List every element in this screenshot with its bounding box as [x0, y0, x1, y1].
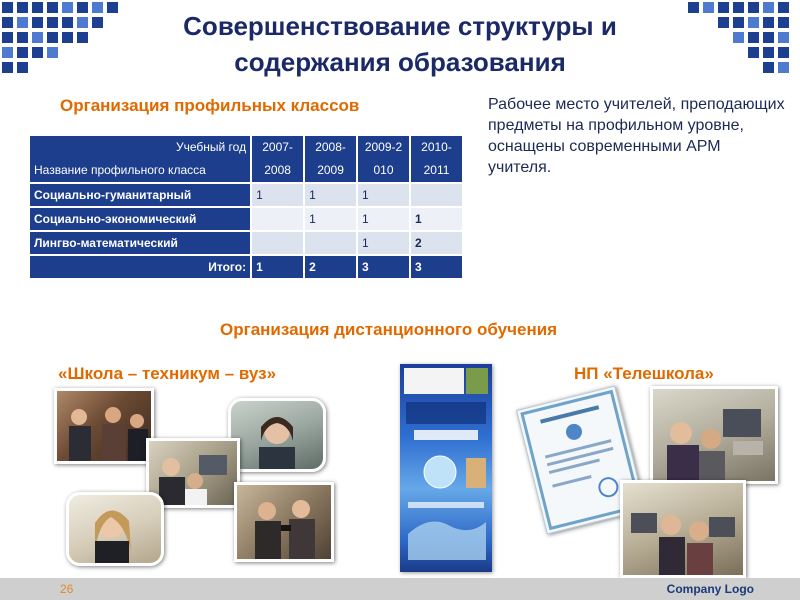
- table-cell: 1: [304, 183, 357, 207]
- year-line-2: 2011: [423, 163, 450, 177]
- photo-teleschool-classroom-top: [650, 386, 778, 484]
- photo-students-group: [54, 388, 154, 464]
- table-cell: 1: [357, 207, 410, 231]
- header-year-label: Учебный год: [175, 140, 247, 154]
- computer-class-icon: [149, 441, 237, 505]
- table-row: [29, 231, 463, 255]
- school-college-university-caption: «Школа – техникум – вуз»: [58, 364, 277, 383]
- total-cell: 3: [357, 255, 410, 279]
- table-cell: [251, 207, 304, 231]
- year-line-1: 2009-2: [364, 140, 403, 154]
- photo-teleschool-classroom-bottom: [620, 480, 746, 578]
- row-name: Социально-гуманитарный: [29, 183, 251, 207]
- row-name: Социально-экономический: [29, 207, 251, 231]
- year-header-2010: [410, 135, 463, 183]
- slide-title-line-1: Совершенствование структуры и: [183, 11, 617, 41]
- teacher-workplace-text: Рабочее место учителей, преподающих предметы на профильном уровне, оснащены современными АРМ учителя.: [488, 96, 785, 176]
- portrait-icon: [231, 401, 323, 469]
- year-header-2009: [357, 135, 410, 183]
- photo-teacher-with-student: [234, 482, 334, 562]
- computer-class-icon: [623, 483, 743, 575]
- table-cell: 1: [410, 207, 463, 231]
- total-label: Итого:: [29, 255, 251, 279]
- table-cell: 1: [357, 183, 410, 207]
- slide-title: [100, 8, 700, 80]
- year-line-1: 2008-: [315, 140, 346, 154]
- table-cell: 1: [304, 207, 357, 231]
- table-cell: [410, 183, 463, 207]
- table-row: [29, 183, 463, 207]
- table-cell: 1: [357, 231, 410, 255]
- table-cell: 2: [410, 231, 463, 255]
- teleschool-poster: [400, 364, 492, 572]
- computer-class-icon: [653, 389, 775, 481]
- teleschool-caption: НП «Телешкола»: [574, 364, 714, 383]
- year-line-2: 2008: [264, 163, 291, 177]
- year-header-2008: [304, 135, 357, 183]
- page-number: 26: [60, 582, 74, 596]
- table-row: [29, 207, 463, 231]
- total-cell: 1: [251, 255, 304, 279]
- table-cell: 1: [251, 183, 304, 207]
- total-cell: 2: [304, 255, 357, 279]
- photo-girl-portrait: [228, 398, 326, 472]
- portrait-icon: [69, 495, 161, 563]
- people-silhouette-icon: [57, 391, 151, 461]
- header-name-label: Название профильного класса: [34, 163, 206, 177]
- profile-classes-heading: Организация профильных классов: [60, 96, 360, 115]
- year-header-2007: [251, 135, 304, 183]
- people-silhouette-icon: [237, 485, 331, 559]
- company-logo: Company Logo: [666, 582, 754, 596]
- photo-girl-smiling: [66, 492, 164, 566]
- distance-learning-heading: Организация дистанционного обучения: [220, 320, 558, 339]
- year-line-2: 2009: [317, 163, 344, 177]
- table-total-row: [29, 255, 463, 279]
- year-line-1: 2007-: [262, 140, 293, 154]
- table-cell: [251, 231, 304, 255]
- profile-classes-table: [28, 134, 464, 280]
- poster-graphic-icon: [400, 364, 492, 572]
- slide-title-line-2: содержания образования: [234, 47, 566, 77]
- year-line-1: 2010-: [421, 140, 452, 154]
- table-cell: [304, 231, 357, 255]
- total-cell: 3: [410, 255, 463, 279]
- year-line-2: 010: [373, 163, 394, 177]
- table-header-row: [29, 135, 463, 183]
- row-name: Лингво-математический: [29, 231, 251, 255]
- table-header-cell: [29, 135, 251, 183]
